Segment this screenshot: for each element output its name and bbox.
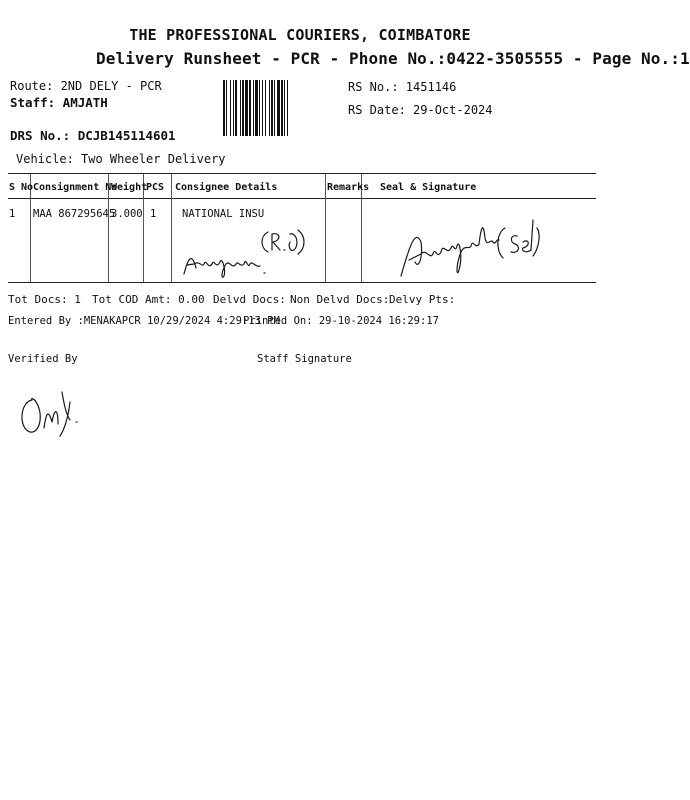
header-seal-signature: Seal & Signature (380, 182, 477, 193)
barcode-image (222, 80, 340, 136)
col-divider (171, 174, 172, 282)
rs-date: RS Date: 29-Oct-2024 (348, 103, 493, 117)
row-consignee: NATIONAL INSU (182, 208, 265, 220)
handwritten-recipient-signature (176, 218, 326, 282)
header-consignee-details: Consignee Details (175, 182, 278, 193)
header-sno: S No (9, 182, 34, 193)
handwritten-seal-signature (395, 198, 545, 284)
header-weight: Weight (111, 182, 148, 193)
route-text: Route: 2ND DELY - PCR (10, 79, 162, 93)
row-weight: 3.000 (111, 208, 143, 220)
entered-by: Entered By :MENAKAPCR 10/29/2024 4:29:13 PM (8, 315, 280, 327)
drs-number: DRS No.: DCJB145114601 (10, 128, 176, 143)
table-top-rule (8, 173, 596, 174)
row-consignment-no: MAA 867295645 (33, 208, 116, 220)
header-pcs: PCS (146, 182, 165, 193)
company-name: THE PROFESSIONAL COURIERS, COIMBATORE (129, 26, 471, 44)
staff-text: Staff: AMJATH (10, 95, 108, 110)
printed-on: Printed On: 29-10-2024 16:29:17 (243, 315, 439, 327)
header-remarks: Remarks (327, 182, 370, 193)
rs-number: RS No.: 1451146 (348, 80, 457, 94)
staff-signature-label: Staff Signature (257, 353, 352, 365)
total-cod-amount: Tot COD Amt: 0.00 (92, 293, 205, 306)
runsheet-title: Delivery Runsheet - PCR - Phone No.:0422-3505555 - Page No.:1 (96, 49, 690, 68)
total-docs: Tot Docs: 1 (8, 293, 81, 306)
row-sno: 1 (9, 208, 16, 220)
vehicle-text: Vehicle: Two Wheeler Delivery (16, 152, 226, 166)
delivered-docs: Delvd Docs: (213, 293, 286, 306)
header-consignment-no: Consignment No (33, 182, 118, 193)
delivery-points: Delvy Pts: (389, 293, 456, 306)
handwritten-verifier-initials (14, 384, 94, 440)
non-delivered-docs: Non Delvd Docs: (290, 293, 390, 306)
row-pcs: 1 (150, 208, 157, 220)
verified-by-label: Verified By (8, 353, 78, 365)
